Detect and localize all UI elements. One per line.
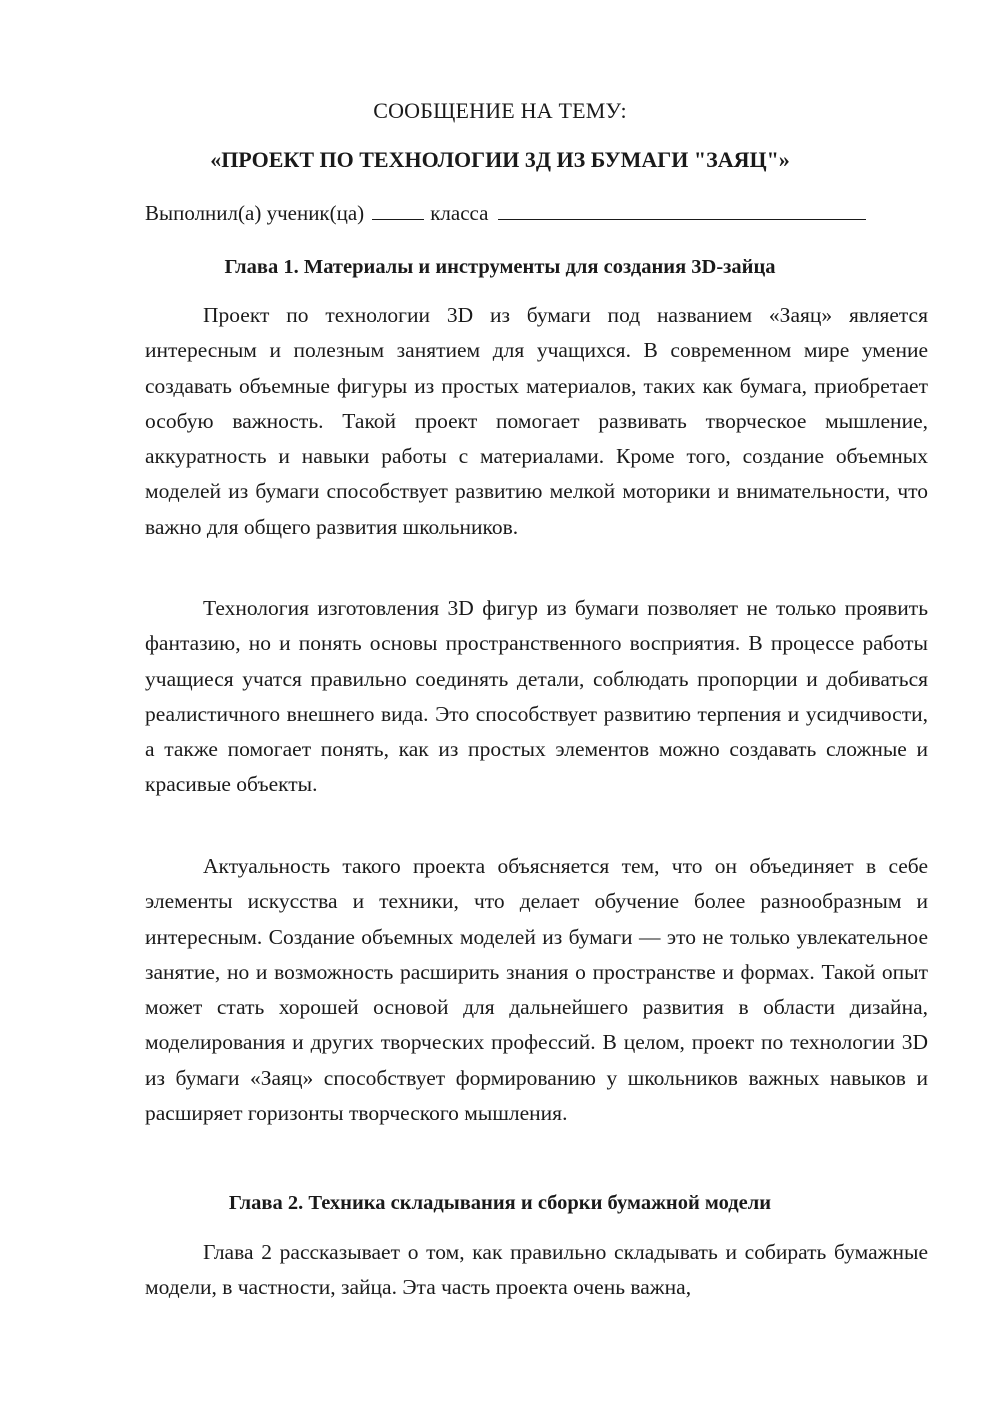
grade-blank — [372, 199, 424, 220]
document-title: «ПРОЕКТ ПО ТЕХНОЛОГИИ 3Д ИЗ БУМАГИ "ЗАЯЦ"» — [210, 147, 790, 172]
name-blank — [498, 199, 866, 220]
chapter2-paragraph-1: Глава 2 рассказывает о том, как правильно складывать и собирать бумажные модели, в частности, зайца. Эта часть проекта очень важна, — [145, 1240, 928, 1300]
author-class-label: класса — [430, 201, 489, 225]
chapter1-paragraph-1: Проект по технологии 3D из бумаги под названием «Заяц» является интересным и полезным занятием для учащихся. В современном мире умение создавать объемные фигуры из простых материалов, таких как бумага, приобретает особую важность. Такой проект помогает развивать творческое мышление, аккуратность и навыки работы с материалами. Кроме того, создание объемных моделей из бумаги способствует развитию мелкой моторики и внимательности, что важно для общего развития школьников. — [145, 303, 928, 539]
chapter1-heading: Глава 1. Материалы и инструменты для создания 3D-зайца — [224, 256, 776, 278]
author-prefix: Выполнил(а) ученик(ца) — [145, 201, 365, 225]
chapter1-paragraph-2: Технология изготовления 3D фигур из бумаги позволяет не только проявить фантазию, но и понять основы пространственного восприятия. В процессе работы учащиеся учатся правильно соединять детали, соблюдать пропорции и добиваться реалистичного внешнего вида. Это способствует развитию терпения и усидчивости, а также помогает понять, как из простых элементов можно создавать сложные и красивые объекты. — [145, 596, 928, 797]
document-subject: СООБЩЕНИЕ НА ТЕМУ: — [373, 98, 627, 123]
author-line — [145, 199, 935, 227]
chapter2-heading: Глава 2. Техника складывания и сборки бумажной модели — [228, 1192, 772, 1214]
chapter1-paragraph-3: Актуальность такого проекта объясняется тем, что он объединяет в себе элементы искусства и техники, что делает обучение более разнообразным и интересным. Создание объемных моделей из бумаги — это не только увлекательное занятие, но и возможность расширить знания о пространстве и формах. Такой опыт может стать хорошей основой для дальнейшего развития в области дизайна, моделирования и других творческих профессий. В целом, проект по технологии 3D из бумаги «Заяц» способствует формированию у школьников важных навыков и расширяет горизонты творческого мышления. — [145, 854, 928, 1126]
